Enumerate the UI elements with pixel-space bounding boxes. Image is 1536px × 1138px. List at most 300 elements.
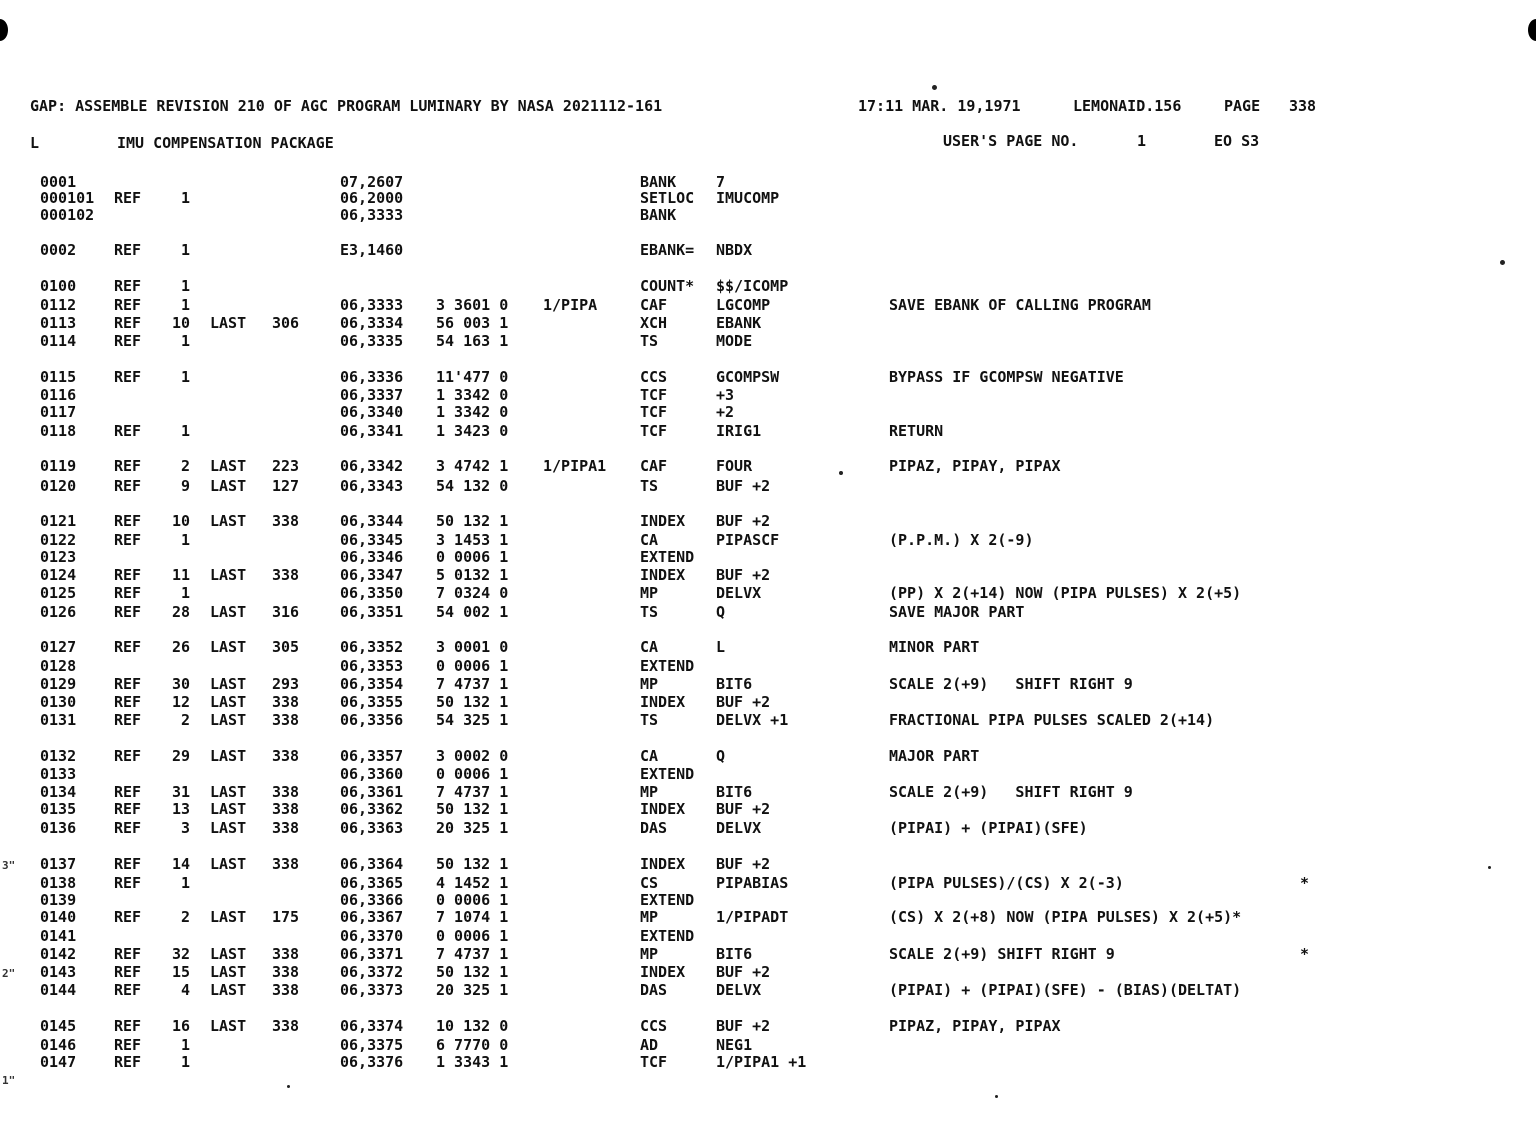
sequence-number: 0129 — [40, 675, 77, 693]
sequence-number: 0114 — [40, 332, 77, 350]
object-code: 11'477 0 — [436, 368, 509, 386]
object-code: 7 4737 1 — [436, 783, 509, 801]
eo-label: EO S3 — [1214, 132, 1260, 150]
opcode: MP — [640, 675, 659, 693]
address: 06,3333 — [340, 296, 404, 314]
opcode: EXTEND — [640, 891, 695, 909]
comment: PIPAZ, PIPAY, PIPAX — [889, 457, 1061, 475]
object-code: 1 3342 0 — [436, 403, 509, 421]
ref-count: 1 — [180, 241, 190, 259]
object-code: 0 0006 1 — [436, 927, 509, 945]
last-page: 338 — [272, 963, 300, 981]
listing-row — [0, 566, 1536, 584]
opcode: TS — [640, 477, 659, 495]
address: 06,3361 — [340, 783, 404, 801]
object-code: 3 3601 0 — [436, 296, 509, 314]
operand: PIPASCF — [716, 531, 780, 549]
ref-tag: REF — [114, 908, 142, 926]
sequence-number: 0002 — [40, 241, 77, 259]
comment: (CS) X 2(+8) NOW (PIPA PULSES) X 2(+5)* — [889, 908, 1242, 926]
last-tag: LAST — [210, 711, 247, 729]
ref-tag: REF — [114, 874, 142, 892]
comment: MAJOR PART — [889, 747, 980, 765]
opcode: CAF — [640, 457, 668, 475]
address: 06,3343 — [340, 477, 404, 495]
listing-row — [0, 800, 1536, 818]
operand: $$/ICOMP — [716, 277, 789, 295]
operand: BUF +2 — [716, 800, 771, 818]
operand: EBANK — [716, 314, 762, 332]
comment: BYPASS IF GCOMPSW NEGATIVE — [889, 368, 1124, 386]
ref-count: 1 — [180, 277, 190, 295]
object-code: 4 1452 1 — [436, 874, 509, 892]
opcode: EXTEND — [640, 657, 695, 675]
opcode: BANK — [640, 173, 677, 191]
address: 06,3347 — [340, 566, 404, 584]
ref-tag: REF — [114, 747, 142, 765]
address: 06,3372 — [340, 963, 404, 981]
last-tag: LAST — [210, 819, 247, 837]
sequence-number: 0143 — [40, 963, 77, 981]
object-code: 50 132 1 — [436, 800, 509, 818]
object-code: 54 002 1 — [436, 603, 509, 621]
ref-count: 1 — [180, 332, 190, 350]
ref-count: 11 — [171, 566, 190, 584]
listing-row — [0, 584, 1536, 602]
ref-tag: REF — [114, 241, 142, 259]
ref-tag: REF — [114, 711, 142, 729]
last-tag: LAST — [210, 908, 247, 926]
sequence-number: 0138 — [40, 874, 77, 892]
address: 06,3335 — [340, 332, 404, 350]
ref-count: 10 — [171, 512, 190, 530]
sequence-number: 000101 — [40, 189, 95, 207]
object-code: 0 0006 1 — [436, 891, 509, 909]
listing-row — [0, 874, 1536, 892]
object-code: 3 0002 0 — [436, 747, 509, 765]
last-page: 338 — [272, 1017, 300, 1035]
page-number: 338 — [1289, 97, 1317, 115]
opcode: CCS — [640, 1017, 668, 1035]
operand: 1/PIPA1 +1 — [716, 1053, 807, 1071]
address: 06,3364 — [340, 855, 404, 873]
users-page-label: USER'S PAGE NO. — [943, 132, 1079, 150]
listing-row — [0, 368, 1536, 386]
ref-count: 1 — [180, 874, 190, 892]
ref-count: 3 — [180, 819, 190, 837]
address: 06,3337 — [340, 386, 404, 404]
sequence-number: 0147 — [40, 1053, 77, 1071]
ref-count: 10 — [171, 314, 190, 332]
address: 06,3345 — [340, 531, 404, 549]
sequence-number: 0122 — [40, 531, 77, 549]
opcode: INDEX — [640, 963, 686, 981]
ref-count: 1 — [180, 584, 190, 602]
speck — [287, 1085, 290, 1088]
ref-tag: REF — [114, 783, 142, 801]
speck — [995, 1095, 998, 1098]
listing-header-program: GAP: ASSEMBLE REVISION 210 OF AGC PROGRAM LUMINARY BY NASA 2021112-161 — [30, 97, 663, 115]
listing-row — [0, 927, 1536, 945]
listing-header-source: LEMONAID.156 — [1073, 97, 1182, 115]
last-tag: LAST — [210, 457, 247, 475]
listing-row — [0, 819, 1536, 837]
ref-tag: REF — [114, 531, 142, 549]
last-tag: LAST — [210, 747, 247, 765]
operand: L — [716, 638, 726, 656]
sequence-number: 0116 — [40, 386, 77, 404]
last-page: 338 — [272, 512, 300, 530]
operand: BIT6 — [716, 945, 753, 963]
address: 06,3360 — [340, 765, 404, 783]
comment: SAVE EBANK OF CALLING PROGRAM — [889, 296, 1151, 314]
ref-count: 29 — [171, 747, 190, 765]
ref-count: 1 — [180, 422, 190, 440]
operand: DELVX — [716, 584, 762, 602]
operand: GCOMPSW — [716, 368, 780, 386]
opcode: TCF — [640, 403, 668, 421]
operand: +3 — [716, 386, 735, 404]
operand: Q — [716, 747, 726, 765]
comment: RETURN — [889, 422, 944, 440]
ref-tag: REF — [114, 819, 142, 837]
section-title: IMU COMPENSATION PACKAGE — [117, 134, 334, 152]
symbol-label: 1/PIPA — [543, 296, 598, 314]
page-label: PAGE — [1224, 97, 1261, 115]
object-code: 3 0001 0 — [436, 638, 509, 656]
opcode: CCS — [640, 368, 668, 386]
punch-hole-left — [0, 19, 8, 41]
object-code: 7 4737 1 — [436, 675, 509, 693]
listing-row — [0, 747, 1536, 765]
object-code: 1 3423 0 — [436, 422, 509, 440]
last-page: 338 — [272, 855, 300, 873]
object-code: 0 0006 1 — [436, 765, 509, 783]
address: 06,3374 — [340, 1017, 404, 1035]
last-tag: LAST — [210, 603, 247, 621]
address: 06,3344 — [340, 512, 404, 530]
listing-row — [0, 386, 1536, 404]
listing-row — [0, 1053, 1536, 1071]
comment: (PIPAI) + (PIPAI)(SFE) — [889, 819, 1088, 837]
object-code: 0 0006 1 — [436, 657, 509, 675]
ref-tag: REF — [114, 477, 142, 495]
listing-row — [0, 422, 1536, 440]
operand: DELVX +1 — [716, 711, 789, 729]
opcode: XCH — [640, 314, 668, 332]
last-page: 127 — [272, 477, 300, 495]
opcode: INDEX — [640, 855, 686, 873]
ref-count: 1 — [180, 531, 190, 549]
sequence-number: 0137 — [40, 855, 77, 873]
ref-tag: REF — [114, 638, 142, 656]
margin-mark: 1" — [2, 1074, 16, 1087]
address: 06,3352 — [340, 638, 404, 656]
listing-row — [0, 241, 1536, 259]
address: 06,3350 — [340, 584, 404, 602]
comment: SCALE 2(+9) SHIFT RIGHT 9 — [889, 783, 1133, 801]
sequence-number: 0113 — [40, 314, 77, 332]
operand: LGCOMP — [716, 296, 771, 314]
comment: SCALE 2(+9) SHIFT RIGHT 9 — [889, 945, 1115, 963]
opcode: TS — [640, 332, 659, 350]
sequence-number: 0128 — [40, 657, 77, 675]
ref-tag: REF — [114, 675, 142, 693]
opcode: CA — [640, 638, 659, 656]
sequence-number: 0126 — [40, 603, 77, 621]
ref-count: 1 — [180, 296, 190, 314]
address: 06,3365 — [340, 874, 404, 892]
opcode: EXTEND — [640, 765, 695, 783]
opcode: INDEX — [640, 512, 686, 530]
last-tag: LAST — [210, 477, 247, 495]
ref-tag: REF — [114, 189, 142, 207]
opcode: TS — [640, 603, 659, 621]
operand: Q — [716, 603, 726, 621]
opcode: MP — [640, 584, 659, 602]
sequence-number: 0142 — [40, 945, 77, 963]
object-code: 20 325 1 — [436, 819, 509, 837]
operand: BUF +2 — [716, 1017, 771, 1035]
listing-row — [0, 711, 1536, 729]
last-page: 338 — [272, 945, 300, 963]
object-code: 0 0006 1 — [436, 548, 509, 566]
last-page: 306 — [272, 314, 300, 332]
ref-tag: REF — [114, 422, 142, 440]
listing-row — [0, 189, 1536, 207]
address: 06,3342 — [340, 457, 404, 475]
listing-row — [0, 403, 1536, 421]
ref-tag: REF — [114, 566, 142, 584]
opcode: COUNT* — [640, 277, 695, 295]
last-tag: LAST — [210, 512, 247, 530]
opcode: MP — [640, 783, 659, 801]
operand: NBDX — [716, 241, 753, 259]
ref-count: 15 — [171, 963, 190, 981]
operand: FOUR — [716, 457, 753, 475]
ref-count: 1 — [180, 368, 190, 386]
last-tag: LAST — [210, 693, 247, 711]
comment: FRACTIONAL PIPA PULSES SCALED 2(+14) — [889, 711, 1215, 729]
listing-row — [0, 891, 1536, 909]
address: 06,3373 — [340, 981, 404, 999]
comment: PIPAZ, PIPAY, PIPAX — [889, 1017, 1061, 1035]
listing-row — [0, 908, 1536, 926]
sequence-number: 0100 — [40, 277, 77, 295]
symbol-label: 1/PIPA1 — [543, 457, 607, 475]
sequence-number: 0123 — [40, 548, 77, 566]
ref-tag: REF — [114, 963, 142, 981]
ref-tag: REF — [114, 981, 142, 999]
last-tag: LAST — [210, 314, 247, 332]
listing-row — [0, 314, 1536, 332]
operand: +2 — [716, 403, 735, 421]
address: 06,3357 — [340, 747, 404, 765]
ref-count: 12 — [171, 693, 190, 711]
ref-tag: REF — [114, 945, 142, 963]
address: 06,3334 — [340, 314, 404, 332]
opcode: TCF — [640, 386, 668, 404]
object-code: 6 7770 0 — [436, 1036, 509, 1054]
comment: (PP) X 2(+14) NOW (PIPA PULSES) X 2(+5) — [889, 584, 1242, 602]
last-page: 223 — [272, 457, 300, 475]
opcode: SETLOC — [640, 189, 695, 207]
sequence-number: 0130 — [40, 693, 77, 711]
operand: 1/PIPADT — [716, 908, 789, 926]
margin-mark: 2" — [2, 967, 16, 980]
opcode: TS — [640, 711, 659, 729]
listing-row — [0, 675, 1536, 693]
last-page: 338 — [272, 693, 300, 711]
last-tag: LAST — [210, 945, 247, 963]
object-code: 1 3342 0 — [436, 386, 509, 404]
object-code: 56 003 1 — [436, 314, 509, 332]
operand: NEG1 — [716, 1036, 753, 1054]
listing-row — [0, 638, 1536, 656]
address: 06,3366 — [340, 891, 404, 909]
change-star: * — [1300, 945, 1310, 963]
punch-hole-right — [1528, 19, 1536, 41]
ref-count: 16 — [171, 1017, 190, 1035]
address: 06,3370 — [340, 927, 404, 945]
opcode: MP — [640, 945, 659, 963]
address: 06,3376 — [340, 1053, 404, 1071]
last-page: 305 — [272, 638, 300, 656]
ref-tag: REF — [114, 800, 142, 818]
sequence-number: 0119 — [40, 457, 77, 475]
last-page: 338 — [272, 981, 300, 999]
object-code: 3 1453 1 — [436, 531, 509, 549]
ref-count: 2 — [180, 457, 190, 475]
operand: DELVX — [716, 819, 762, 837]
listing-row — [0, 531, 1536, 549]
sequence-number: 0117 — [40, 403, 77, 421]
opcode: INDEX — [640, 566, 686, 584]
comment: SCALE 2(+9) SHIFT RIGHT 9 — [889, 675, 1133, 693]
ref-tag: REF — [114, 584, 142, 602]
address: 06,3362 — [340, 800, 404, 818]
opcode: BANK — [640, 206, 677, 224]
opcode: TCF — [640, 422, 668, 440]
object-code: 54 325 1 — [436, 711, 509, 729]
operand: BIT6 — [716, 675, 753, 693]
ref-tag: REF — [114, 693, 142, 711]
opcode: AD — [640, 1036, 659, 1054]
address: 06,3341 — [340, 422, 404, 440]
operand: 7 — [716, 173, 726, 191]
last-tag: LAST — [210, 855, 247, 873]
operand: BUF +2 — [716, 477, 771, 495]
ref-count: 31 — [171, 783, 190, 801]
address: E3,1460 — [340, 241, 404, 259]
sequence-number: 0118 — [40, 422, 77, 440]
sequence-number: 0125 — [40, 584, 77, 602]
ref-count: 2 — [180, 711, 190, 729]
ref-count: 26 — [171, 638, 190, 656]
listing-row — [0, 296, 1536, 314]
ref-tag: REF — [114, 512, 142, 530]
address: 06,3336 — [340, 368, 404, 386]
opcode: TCF — [640, 1053, 668, 1071]
operand: BUF +2 — [716, 693, 771, 711]
sequence-number: 0136 — [40, 819, 77, 837]
listing-row — [0, 855, 1536, 873]
object-code: 3 4742 1 — [436, 457, 509, 475]
last-tag: LAST — [210, 963, 247, 981]
ref-count: 28 — [171, 603, 190, 621]
operand: MODE — [716, 332, 753, 350]
opcode: EXTEND — [640, 927, 695, 945]
listing-row — [0, 945, 1536, 963]
sequence-number: 0001 — [40, 173, 77, 191]
ref-tag: REF — [114, 1017, 142, 1035]
last-tag: LAST — [210, 1017, 247, 1035]
object-code: 50 132 1 — [436, 693, 509, 711]
ref-count: 1 — [180, 1036, 190, 1054]
sequence-number: 0145 — [40, 1017, 77, 1035]
ref-tag: REF — [114, 855, 142, 873]
last-tag: LAST — [210, 675, 247, 693]
last-tag: LAST — [210, 566, 247, 584]
ref-tag: REF — [114, 457, 142, 475]
opcode: MP — [640, 908, 659, 926]
listing-row — [0, 783, 1536, 801]
ref-tag: REF — [114, 1053, 142, 1071]
sequence-number: 0141 — [40, 927, 77, 945]
address: 06,3363 — [340, 819, 404, 837]
ref-count: 2 — [180, 908, 190, 926]
sequence-number: 0132 — [40, 747, 77, 765]
address: 06,3333 — [340, 206, 404, 224]
last-page: 175 — [272, 908, 300, 926]
sequence-number: 0115 — [40, 368, 77, 386]
address: 06,3351 — [340, 603, 404, 621]
operand: IMUCOMP — [716, 189, 780, 207]
ref-count: 4 — [180, 981, 190, 999]
address: 06,3371 — [340, 945, 404, 963]
operand: IRIG1 — [716, 422, 762, 440]
sequence-number: 0127 — [40, 638, 77, 656]
opcode: CS — [640, 874, 659, 892]
ref-count: 30 — [171, 675, 190, 693]
speck — [1500, 260, 1505, 265]
address: 06,3356 — [340, 711, 404, 729]
opcode: EBANK= — [640, 241, 695, 259]
operand: BIT6 — [716, 783, 753, 801]
ref-tag: REF — [114, 332, 142, 350]
sequence-number: 0135 — [40, 800, 77, 818]
sequence-number: 0120 — [40, 477, 77, 495]
listing-row — [0, 457, 1536, 475]
object-code: 50 132 1 — [436, 512, 509, 530]
comment: (PIPA PULSES)/(CS) X 2(-3) — [889, 874, 1124, 892]
opcode: INDEX — [640, 693, 686, 711]
opcode: CA — [640, 531, 659, 549]
sequence-number: 0140 — [40, 908, 77, 926]
opcode: INDEX — [640, 800, 686, 818]
ref-count: 14 — [171, 855, 190, 873]
ref-tag: REF — [114, 296, 142, 314]
sequence-number: 000102 — [40, 206, 95, 224]
ref-count: 9 — [180, 477, 190, 495]
sequence-number: 0112 — [40, 296, 77, 314]
change-star: * — [1300, 874, 1310, 892]
last-tag: LAST — [210, 981, 247, 999]
last-page: 338 — [272, 783, 300, 801]
object-code: 1 3343 1 — [436, 1053, 509, 1071]
last-tag: LAST — [210, 800, 247, 818]
object-code: 7 0324 0 — [436, 584, 509, 602]
